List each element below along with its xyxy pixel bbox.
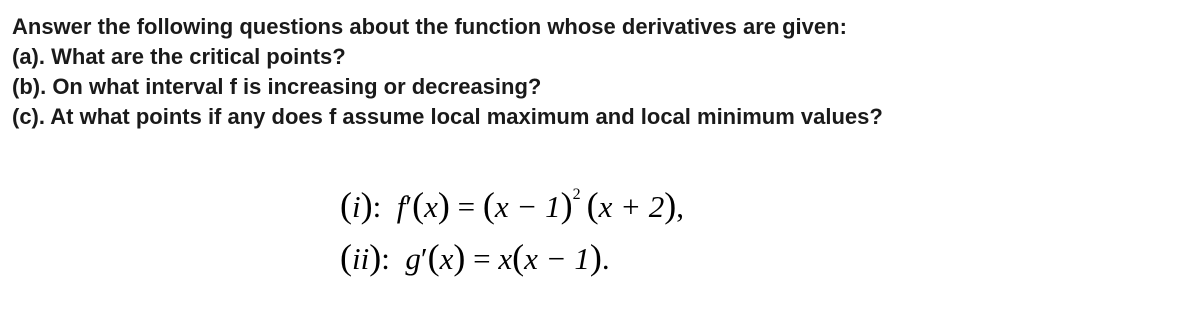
equation-ii-label: ii <box>352 241 370 276</box>
equation-block <box>340 180 684 284</box>
equation-i-factor1: x − 1 <box>494 189 561 224</box>
question-b: (b). On what interval f is increasing or decreasing? <box>12 74 542 99</box>
equation-i-trailing: , <box>676 189 685 224</box>
equation-ii: (ii): g′(x) = x(x − 1). <box>340 237 610 277</box>
equation-i: (i): $f'(x) = (x - 1)^2$ (x + 2), <box>340 185 685 225</box>
equation-ii-function: g <box>405 241 421 276</box>
equation-ii-factor1: x − 1 <box>524 241 590 276</box>
equation-i-argument: x <box>424 189 438 224</box>
intro-text: Answer the following questions about the function whose derivatives are given: <box>12 14 847 39</box>
question-block <box>12 12 883 132</box>
equation-i-function: f <box>396 189 406 224</box>
equation-ii-trailing: . <box>601 241 610 276</box>
equation-ii-coefficient: x <box>498 241 513 276</box>
equation-i-factor2: x + 2 <box>598 189 665 224</box>
equation-ii-argument: x <box>439 241 454 276</box>
equation-i-exponent: 2 <box>572 186 581 203</box>
question-a: (a). What are the critical points? <box>12 44 346 69</box>
question-c: (c). At what points if any does f assume local maximum and local minimum values? <box>12 104 883 129</box>
equation-i-label: i <box>352 189 361 224</box>
